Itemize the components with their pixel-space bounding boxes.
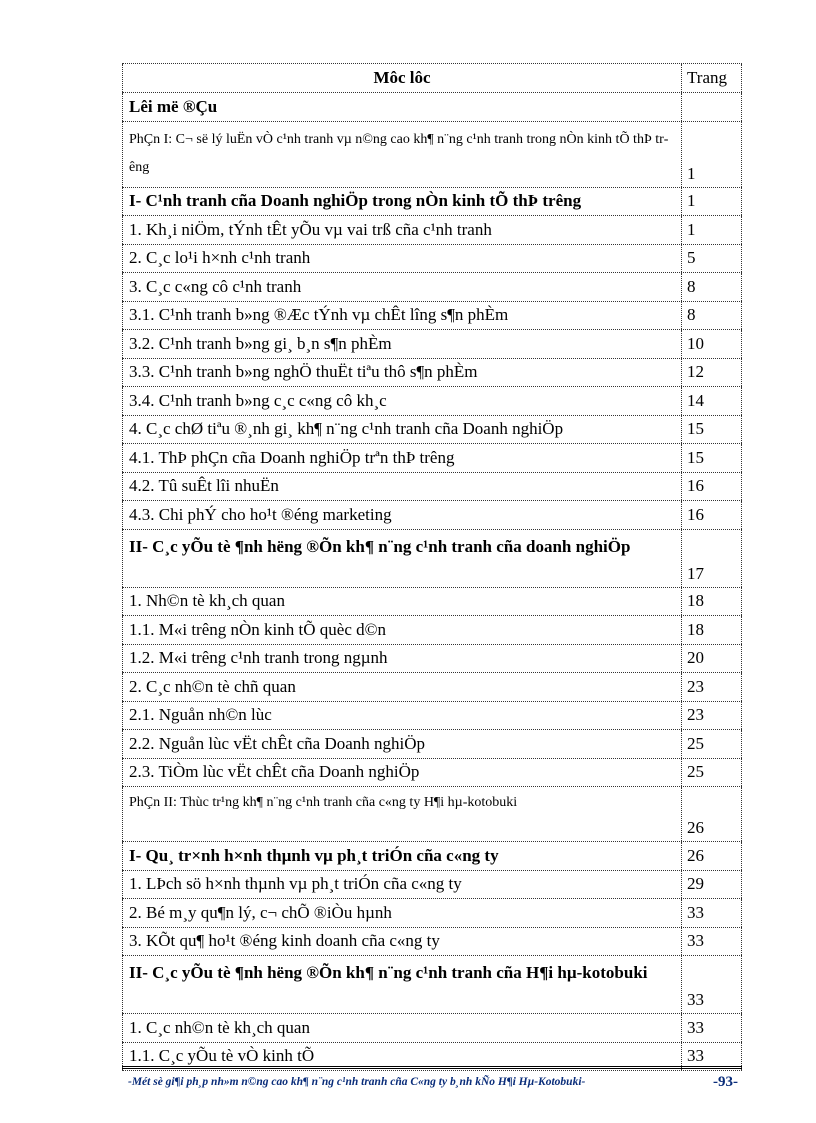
toc-entry-page: 15 (682, 444, 742, 472)
toc-entry-title: I- Qu¸ tr×nh h×nh thµnh vµ ph¸t triÓn cña c«ng ty (122, 842, 682, 870)
toc-entry-title: 4. C¸c chØ tiªu ®¸nh gi¸ kh¶ n¨ng c¹nh tranh cña Doanh nghiÖp (122, 416, 682, 444)
toc-entry-title: 3.4. C¹nh tranh b»ng c¸c c«ng cô kh¸c (122, 387, 682, 415)
toc-row (122, 359, 742, 388)
toc-entry-title: 2. Bé m¸y qu¶n lý, c¬ chÕ ®iÒu hµnh (122, 899, 682, 927)
toc-heading: Môc lôc (122, 64, 682, 92)
toc-entry-page: 8 (682, 273, 742, 301)
toc-row (122, 273, 742, 302)
toc-row (122, 216, 742, 245)
toc-entry-title: 4.1. ThÞ phÇn cña Doanh nghiÖp trªn thÞ trêng (122, 444, 682, 472)
toc-row (122, 473, 742, 502)
toc-entry-page: 1 (682, 188, 742, 216)
toc-row (122, 588, 742, 617)
toc-entry-title: 4.3. Chi phÝ cho ho¹t ®éng marketing (122, 501, 682, 529)
toc-row (122, 871, 742, 900)
toc-entry-page: 12 (682, 359, 742, 387)
toc-entry-page: 33 (682, 928, 742, 956)
toc-entry-page: 26 (682, 787, 742, 841)
page-number: -93- (713, 1073, 738, 1090)
toc-entry-page: 29 (682, 871, 742, 899)
toc-entry-page: 26 (682, 842, 742, 870)
toc-row (122, 702, 742, 731)
toc-entry-title: 2. C¸c lo¹i h×nh c¹nh tranh (122, 245, 682, 273)
toc-entry-title: 2.1. Nguån nh©n lùc (122, 702, 682, 730)
toc-entry-page: 23 (682, 673, 742, 701)
toc-entry-page: 1 (682, 122, 742, 187)
toc-row (122, 530, 742, 588)
toc-entry-title: PhÇn I: C¬ së lý luËn vÒ c¹nh tranh vµ n©ng cao kh¶ n¨ng c¹nh tranh trong nÒn kinh tÕ thÞ trêng (122, 122, 682, 187)
toc-entry-page: 33 (682, 956, 742, 1013)
toc-entry-page: 8 (682, 302, 742, 330)
toc-row (122, 188, 742, 217)
toc-entry-title: II- C¸c yÕu tè ¶nh hëng ®Õn kh¶ n¨ng c¹nh tranh cña H¶i hµ-kotobuki (122, 956, 682, 1013)
toc-entry-title: 3.3. C¹nh tranh b»ng nghÖ thuËt tiªu thô s¶n phÈm (122, 359, 682, 387)
toc-entry-title: Lêi më ®Çu (122, 93, 682, 121)
toc-entry-page: 16 (682, 473, 742, 501)
toc-entry-page: 33 (682, 899, 742, 927)
toc-entry-title: II- C¸c yÕu tè ¶nh hëng ®Õn kh¶ n¨ng c¹nh tranh cña doanh nghiÖp (122, 530, 682, 587)
toc-row (122, 330, 742, 359)
toc-row (122, 616, 742, 645)
toc-entry-title: 3.2. C¹nh tranh b»ng gi¸ b¸n s¶n phÈm (122, 330, 682, 358)
toc-row (122, 787, 742, 842)
toc-row (122, 842, 742, 871)
toc-row (122, 730, 742, 759)
toc-entry-title: 2. C¸c nh©n tè chñ quan (122, 673, 682, 701)
toc-entry-page: 16 (682, 501, 742, 529)
toc-row (122, 645, 742, 674)
toc-entry-page: 20 (682, 645, 742, 673)
toc-entry-page: 1 (682, 216, 742, 244)
page-footer (128, 1072, 738, 1092)
page-column-heading: Trang (682, 64, 742, 92)
toc-row (122, 928, 742, 957)
toc-entry-title: 3. C¸c c«ng cô c¹nh tranh (122, 273, 682, 301)
toc-row (122, 387, 742, 416)
toc-row (122, 501, 742, 530)
toc-entry-title: PhÇn II: Thùc tr¹ng kh¶ n¨ng c¹nh tranh cña c«ng ty H¶i hµ-kotobuki (122, 787, 682, 841)
toc-row (122, 673, 742, 702)
toc-entry-page: 5 (682, 245, 742, 273)
toc-entry-page: 15 (682, 416, 742, 444)
toc-entry-title: 1.1. M«i trêng nÒn kinh tÕ quèc d©n (122, 616, 682, 644)
toc-entry-title: 1. Nh©n tè kh¸ch quan (122, 588, 682, 616)
toc-row (122, 899, 742, 928)
toc-entry-title: 1. C¸c nh©n tè kh¸ch quan (122, 1014, 682, 1042)
toc-row (122, 93, 742, 122)
toc-row (122, 956, 742, 1014)
toc-entry-title: 2.3. TiÒm lùc vËt chÊt cña Doanh nghiÖp (122, 759, 682, 787)
toc-entry-title: I- C¹nh tranh cña Doanh nghiÖp trong nÒn kinh tÕ thÞ trêng (122, 188, 682, 216)
toc-entry-page: 33 (682, 1043, 742, 1071)
toc-entry-page: 10 (682, 330, 742, 358)
toc-entry-page (682, 93, 742, 121)
toc-entry-title: 3. KÕt qu¶ ho¹t ®éng kinh doanh cña c«ng ty (122, 928, 682, 956)
toc-row (122, 245, 742, 274)
toc-entry-page: 23 (682, 702, 742, 730)
toc-entry-page: 14 (682, 387, 742, 415)
toc-entry-page: 18 (682, 616, 742, 644)
toc-entry-title: 1.1. C¸c yÕu tè vÒ kinh tÕ (122, 1043, 682, 1071)
toc-row (122, 122, 742, 188)
toc-row (122, 759, 742, 788)
toc-header-row (122, 63, 742, 93)
toc-entry-page: 25 (682, 759, 742, 787)
toc-row (122, 1014, 742, 1043)
table-of-contents (122, 63, 742, 1071)
toc-entry-page: 25 (682, 730, 742, 758)
toc-entry-page: 33 (682, 1014, 742, 1042)
toc-entry-title: 3.1. C¹nh tranh b»ng ®Æc tÝnh vµ chÊt lîng s¶n phÈm (122, 302, 682, 330)
toc-entry-title: 1.2. M«i trêng c¹nh tranh trong ngµnh (122, 645, 682, 673)
toc-entry-page: 17 (682, 530, 742, 587)
footer-note: -Mét sè gi¶i ph¸p nh»m n©ng cao kh¶ n¨ng c¹nh tranh cña C«ng ty b¸nh kÑo H¶i Hµ-Kotobuki- (128, 1076, 586, 1088)
toc-entry-title: 2.2. Nguån lùc vËt chÊt cña Doanh nghiÖp (122, 730, 682, 758)
toc-row (122, 444, 742, 473)
toc-entry-page: 18 (682, 588, 742, 616)
toc-row (122, 416, 742, 445)
toc-row (122, 302, 742, 331)
toc-entry-title: 4.2. Tû suÊt lîi nhuËn (122, 473, 682, 501)
toc-entry-title: 1. Kh¸i niÖm, tÝnh tÊt yÕu vµ vai trß cña c¹nh tranh (122, 216, 682, 244)
footer-divider (122, 1066, 742, 1069)
toc-entry-title: 1. LÞch sö h×nh thµnh vµ ph¸t triÓn cña c«ng ty (122, 871, 682, 899)
